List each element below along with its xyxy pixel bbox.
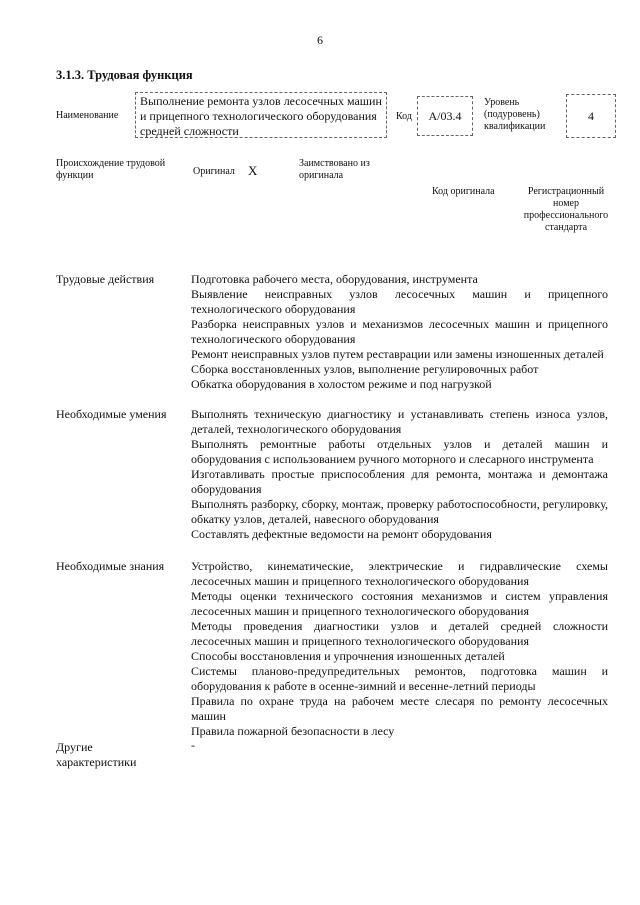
list-item: Ремонт неисправных узлов путем реставрации или замены изношенных деталей xyxy=(191,347,604,361)
section-knowledge xyxy=(191,559,608,739)
name-label: Наименование xyxy=(56,110,119,121)
list-item: Обкатка оборудования в холостом режиме и под нагрузкой xyxy=(191,377,492,391)
reg-number-label: Регистрационный номер профессионального стандарта xyxy=(523,186,609,233)
list-item: Методы оценки технического состояния механизмов и систем управления лесосечных машин и прицепного технологического оборудования xyxy=(191,589,608,618)
list-item: Составлять дефектные ведомости на ремонт оборудования xyxy=(191,527,492,541)
code-original-label: Код оригинала xyxy=(432,186,495,197)
section-label-skills: Необходимые умения xyxy=(56,407,167,421)
code-label: Код xyxy=(396,111,412,122)
level-label: Уровень (подуровень) квалификации xyxy=(484,97,546,132)
list-item: Устройство, кинематические, электрические и гидравлические схемы лесосечных машин и прицепного технологического оборудования xyxy=(191,559,608,588)
list-item: Выполнять разборку, сборку, монтаж, проверку работоспособности, регулировку, обкатку узлов, деталей, навесного оборудования xyxy=(191,497,608,526)
list-item: Выполнять техническую диагностику и устанавливать степень износа узлов, деталей, технологического оборудования xyxy=(191,407,608,436)
list-item: Выполнять ремонтные работы отдельных узлов и деталей машин и оборудования с использованием ручного моторного и слесарного инструмента xyxy=(191,437,608,466)
origin-label: Происхождение трудовой функции xyxy=(56,158,166,181)
level-box xyxy=(566,94,616,138)
borrowed-label: Заимствовано из оригинала xyxy=(299,158,370,181)
list-item: Выявление неисправных узлов лесосечных машин и прицепного технологического оборудования xyxy=(191,287,608,316)
section-actions xyxy=(191,272,608,392)
list-item: Методы проведения диагностики узлов и деталей средней сложности лесосечных машин и прицепного технологического оборудования xyxy=(191,619,608,648)
code-box xyxy=(417,96,473,136)
list-item: Подготовка рабочего места, оборудования, инструмента xyxy=(191,272,478,286)
section-title: 3.1.3. Трудовая функция xyxy=(56,68,193,82)
list-item: Системы планово-предупредительных ремонтов, подготовка машин и оборудования к работе в осенне-зимний и весенне-летний периоды xyxy=(191,664,608,693)
list-item: Сборка восстановленных узлов, выполнение регулировочных работ xyxy=(191,362,539,376)
section-skills xyxy=(191,407,608,542)
code-value: А/03.4 xyxy=(428,109,462,123)
list-item: - xyxy=(191,738,195,752)
section-label-actions: Трудовые действия xyxy=(56,272,155,286)
list-item: Способы восстановления и упрочнения изношенных деталей xyxy=(191,649,505,663)
function-name: Выполнение ремонта узлов лесосечных машин и прицепного технологического оборудования средней сложности xyxy=(140,94,382,138)
original-label: Оригинал xyxy=(193,166,235,177)
list-item: Изготавливать простые приспособления для ремонта, монтажа и демонтажа оборудования xyxy=(191,467,608,496)
list-item: Правила пожарной безопасности в лесу xyxy=(191,724,395,738)
section-label-other: Другие характеристики xyxy=(56,740,137,769)
section-other xyxy=(191,738,608,753)
page-number: 6 xyxy=(317,33,323,47)
list-item: Разборка неисправных узлов и механизмов лесосечных машин и прицепного технологического оборудования xyxy=(191,317,608,346)
original-mark: X xyxy=(248,163,258,178)
level-value: 4 xyxy=(588,109,594,123)
section-label-knowledge: Необходимые знания xyxy=(56,559,165,573)
function-name-box xyxy=(135,92,387,138)
list-item: Правила по охране труда на рабочем месте слесаря по ремонту лесосечных машин xyxy=(191,694,608,723)
